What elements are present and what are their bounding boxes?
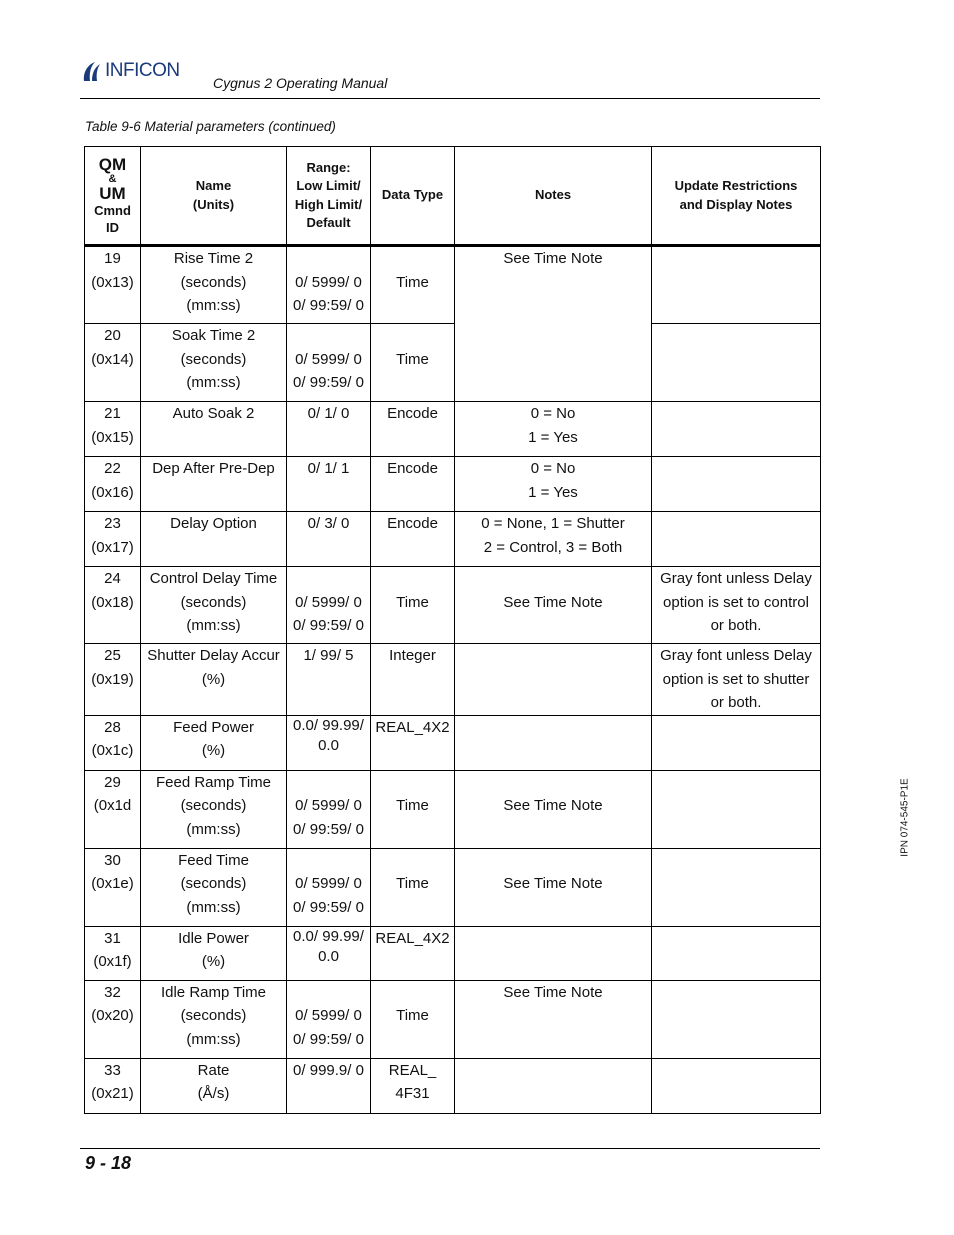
restrictions-cell <box>652 715 821 770</box>
notes-cell-line <box>455 849 651 873</box>
range-cell-line: 0/ 5999/ 0 <box>295 273 362 291</box>
data-type-cell-line <box>371 849 454 873</box>
cmnd-id: 28 <box>104 718 121 736</box>
name-cell <box>141 980 287 1058</box>
document-id: IPN 074-545-P1E <box>899 778 911 857</box>
restrictions-cell <box>652 980 821 1058</box>
range-cell <box>287 926 371 980</box>
cmnd-id: 24 <box>104 570 121 587</box>
table-row <box>85 1058 821 1113</box>
notes-cell-line: 1 = Yes <box>528 483 578 501</box>
range-cell <box>287 644 371 716</box>
restrictions-cell <box>652 402 821 457</box>
data-type-cell <box>371 848 455 926</box>
data-type-cell-line <box>371 567 454 591</box>
manual-title: Cygnus 2 Operating Manual <box>213 75 388 91</box>
cmnd-id-cell <box>85 848 141 926</box>
range-cell <box>287 848 371 926</box>
data-type-cell <box>371 567 455 644</box>
data-type-cell-line: REAL_ <box>388 1061 437 1079</box>
name-cell-line: (mm:ss) <box>186 297 241 314</box>
restrictions-cell-line: option is set to shutter <box>662 670 810 688</box>
data-type-cell-line <box>371 771 454 795</box>
data-type-cell <box>371 246 455 324</box>
notes-cell <box>455 512 652 567</box>
restrictions-cell <box>652 324 821 402</box>
cmnd-id-cell <box>85 644 141 716</box>
name-cell-line: (%) <box>201 670 226 688</box>
notes-cell-line: See Time Note <box>503 593 603 611</box>
data-type-cell <box>371 980 455 1058</box>
notes-cell-merged <box>455 246 652 402</box>
data-type-cell <box>371 457 455 512</box>
name-cell-line: (seconds) <box>180 593 247 611</box>
range-cell-line: 0/ 99:59/ 0 <box>293 1030 364 1048</box>
data-type-cell-line: Encode <box>387 460 438 477</box>
name-cell-line: Auto Soak 2 <box>172 405 255 422</box>
name-cell-line: (Å/s) <box>197 1085 230 1102</box>
name-cell-line: Delay Option <box>170 515 257 532</box>
cmnd-id: 33 <box>104 1061 121 1079</box>
range-cell <box>287 246 371 324</box>
notes-cell <box>455 402 652 457</box>
cmnd-id: 32 <box>104 983 121 1001</box>
notes-cell <box>455 848 652 926</box>
name-cell-line: Rate <box>197 1061 230 1079</box>
range-cell-line: 0/ 99:59/ 0 <box>293 374 364 391</box>
cmnd-id-cell <box>85 770 141 848</box>
restrictions-cell <box>652 512 821 567</box>
name-cell <box>141 246 287 324</box>
cmnd-hex: (0x21) <box>91 1085 134 1102</box>
range-cell-line: 0.0/ 99.99/ <box>293 716 364 734</box>
header-name: Name (Units) <box>141 147 287 246</box>
logo-text: INFICON <box>105 60 180 81</box>
range-cell-line: 0/ 5999/ 0 <box>295 593 362 611</box>
table-row <box>85 980 821 1058</box>
name-cell-line: Feed Power <box>173 718 254 736</box>
restrictions-cell <box>652 848 821 926</box>
name-cell-line: (seconds) <box>180 350 247 368</box>
notes-cell <box>455 715 652 770</box>
range-cell-line: 0/ 3/ 0 <box>307 515 350 532</box>
data-type-cell <box>371 512 455 567</box>
restrictions-cell <box>652 457 821 512</box>
name-cell-line: (seconds) <box>180 1007 247 1024</box>
notes-cell-line: See Time Note <box>503 797 603 814</box>
data-type-cell-line: Time <box>396 593 429 611</box>
range-cell <box>287 512 371 567</box>
notes-cell <box>455 1058 652 1113</box>
cmnd-hex: (0x17) <box>91 538 134 556</box>
restrictions-cell <box>652 926 821 980</box>
range-cell-line: 0/ 5999/ 0 <box>295 875 362 892</box>
range-cell-line <box>287 247 370 271</box>
range-cell-line <box>287 849 370 873</box>
range-cell-line: 0/ 5999/ 0 <box>295 350 362 368</box>
data-type-cell-line: 4F31 <box>395 1085 430 1102</box>
data-type-cell-line <box>371 324 454 348</box>
restrictions-cell-line: Gray font unless Delay <box>660 647 812 664</box>
name-cell-line: Idle Power <box>178 929 249 947</box>
range-cell <box>287 980 371 1058</box>
data-type-cell-line: REAL_4X2 <box>375 718 450 736</box>
inficon-logo-mark <box>81 59 103 83</box>
cmnd-id: 19 <box>104 250 121 267</box>
name-cell <box>141 644 287 716</box>
name-cell <box>141 324 287 402</box>
cmnd-id-cell <box>85 402 141 457</box>
name-cell-line: (mm:ss) <box>186 898 241 916</box>
data-type-cell-line: Time <box>396 875 429 892</box>
notes-cell <box>455 980 652 1058</box>
table-row <box>85 512 821 567</box>
material-parameters-table <box>84 146 821 1114</box>
range-cell-line: 0/ 1/ 1 <box>307 460 350 477</box>
restrictions-cell <box>652 246 821 324</box>
range-cell-line: 0/ 99:59/ 0 <box>293 617 364 634</box>
restrictions-cell-line: Gray font unless Delay <box>660 570 812 587</box>
cmnd-hex: (0x1f) <box>93 953 132 970</box>
name-cell <box>141 926 287 980</box>
restrictions-cell-line: option is set to control <box>663 593 809 611</box>
range-cell <box>287 567 371 644</box>
name-cell <box>141 402 287 457</box>
range-cell <box>287 457 371 512</box>
data-type-cell-line: REAL_4X2 <box>375 929 450 947</box>
table-row <box>85 246 821 324</box>
header-restrictions: Update Restrictions and Display Notes <box>652 147 821 246</box>
table-row <box>85 402 821 457</box>
data-type-cell-line: Encode <box>387 405 438 422</box>
cmnd-id: 21 <box>104 405 121 422</box>
table-row <box>85 324 821 402</box>
data-type-cell <box>371 324 455 402</box>
name-cell-line: Soak Time 2 <box>171 327 256 344</box>
table-body <box>85 246 821 1114</box>
range-cell-line: 0.0 <box>318 948 339 965</box>
notes-cell-line: See Time Note <box>503 875 603 892</box>
name-cell <box>141 848 287 926</box>
name-cell-line: Rise Time 2 <box>173 250 254 267</box>
data-type-cell-line <box>371 247 454 271</box>
name-cell-line: Idle Ramp Time <box>160 983 267 1001</box>
restrictions-cell <box>652 770 821 848</box>
page-number: 9 - 18 <box>85 1153 132 1173</box>
cmnd-id: 23 <box>104 515 121 532</box>
table-row <box>85 770 821 848</box>
range-cell <box>287 402 371 457</box>
cmnd-hex: (0x16) <box>91 483 134 501</box>
name-cell <box>141 512 287 567</box>
name-cell-line: (mm:ss) <box>186 374 241 391</box>
table-header-row <box>85 147 821 246</box>
header-cmnd-id: QM & UM Cmnd ID <box>85 147 141 246</box>
notes-cell-line: 0 = No <box>530 405 576 422</box>
cmnd-hex: (0x19) <box>91 670 134 688</box>
cmnd-hex: (0x18) <box>91 593 134 611</box>
table-caption: Table 9-6 Material parameters (continued) <box>85 119 336 134</box>
range-cell <box>287 324 371 402</box>
notes-cell-line: 0 = None, 1 = Shutter <box>481 515 625 532</box>
notes-cell-line: 2 = Control, 3 = Both <box>483 538 623 556</box>
cmnd-hex: (0x13) <box>91 273 134 291</box>
data-type-cell <box>371 1058 455 1113</box>
notes-cell <box>455 457 652 512</box>
range-cell-line: 1/ 99/ 5 <box>303 647 354 664</box>
notes-cell <box>455 644 652 716</box>
data-type-cell-line: Time <box>396 273 429 291</box>
cmnd-hex: (0x15) <box>91 428 134 446</box>
table-row <box>85 926 821 980</box>
footer-rule <box>80 1148 820 1149</box>
name-cell-line: (seconds) <box>180 875 247 892</box>
header-range: Range: Low Limit/ High Limit/ Default <box>287 147 371 246</box>
name-cell <box>141 457 287 512</box>
header-notes: Notes <box>455 147 652 246</box>
notes-cell-line: 0 = No <box>530 460 576 477</box>
cmnd-id-cell <box>85 715 141 770</box>
name-cell-line: (mm:ss) <box>186 820 241 838</box>
table-row <box>85 457 821 512</box>
range-cell-line: 0/ 99:59/ 0 <box>293 898 364 916</box>
name-cell <box>141 1058 287 1113</box>
notes-cell <box>455 770 652 848</box>
data-type-cell-line <box>371 981 454 1005</box>
range-cell-line: 0/ 1/ 0 <box>307 405 350 422</box>
range-cell-line <box>287 981 370 1005</box>
name-cell-line: Shutter Delay Accur <box>147 647 280 664</box>
data-type-cell-line: Time <box>396 350 429 368</box>
notes-line: See Time Note <box>503 250 603 267</box>
notes-cell-line: 1 = Yes <box>528 428 578 446</box>
cmnd-id-cell <box>85 512 141 567</box>
cmnd-id-cell <box>85 246 141 324</box>
name-cell-line: (mm:ss) <box>186 617 241 634</box>
restrictions-cell <box>652 567 821 644</box>
cmnd-hex: (0x20) <box>91 1007 134 1024</box>
cmnd-id-cell <box>85 324 141 402</box>
data-type-cell <box>371 644 455 716</box>
name-cell-line: Feed Time <box>178 851 249 869</box>
data-type-cell <box>371 926 455 980</box>
table-row <box>85 567 821 644</box>
cmnd-id: 31 <box>104 929 121 947</box>
notes-cell-line: See Time Note <box>503 983 603 1001</box>
cmnd-id-cell <box>85 457 141 512</box>
cmnd-id: 22 <box>104 460 121 477</box>
cmnd-hex: (0x1c) <box>91 742 134 759</box>
range-cell <box>287 1058 371 1113</box>
name-cell-line: (mm:ss) <box>186 1030 241 1048</box>
restrictions-cell <box>652 1058 821 1113</box>
notes-cell <box>455 926 652 980</box>
name-cell-line: Dep After Pre-Dep <box>152 460 275 477</box>
range-cell-line: 0/ 5999/ 0 <box>295 797 362 814</box>
range-cell-line <box>287 324 370 348</box>
header-data-type: Data Type <box>371 147 455 246</box>
name-cell-line: (seconds) <box>180 797 247 814</box>
cmnd-id: 25 <box>104 647 121 664</box>
table-row <box>85 848 821 926</box>
data-type-cell-line: Time <box>396 1007 429 1024</box>
cmnd-hex: (0x14) <box>91 350 134 368</box>
table-row <box>85 644 821 716</box>
name-cell <box>141 770 287 848</box>
range-cell-line: 0/ 5999/ 0 <box>295 1007 362 1024</box>
cmnd-id-cell <box>85 980 141 1058</box>
name-cell-line: (%) <box>201 742 226 759</box>
cmnd-id: 20 <box>104 327 121 344</box>
cmnd-hex: (0x1e) <box>91 875 134 892</box>
name-cell-line: Feed Ramp Time <box>155 773 272 791</box>
cmnd-id-cell <box>85 1058 141 1113</box>
notes-cell-line <box>455 567 651 591</box>
range-cell-line: 0.0 <box>318 737 339 754</box>
data-type-cell <box>371 770 455 848</box>
restrictions-cell-line: or both. <box>710 617 762 634</box>
cmnd-id-cell <box>85 567 141 644</box>
range-cell-line: 0.0/ 99.99/ <box>293 927 364 945</box>
range-cell-line <box>287 771 370 795</box>
name-cell-line: (seconds) <box>180 273 247 291</box>
notes-cell <box>455 567 652 644</box>
name-cell <box>141 715 287 770</box>
range-cell <box>287 770 371 848</box>
data-type-cell <box>371 402 455 457</box>
restrictions-cell <box>652 644 821 716</box>
restrictions-cell-line: or both. <box>710 694 762 711</box>
range-cell-line <box>287 567 370 591</box>
notes-cell-line <box>455 771 651 795</box>
cmnd-id: 30 <box>104 851 121 869</box>
data-type-cell-line: Integer <box>389 647 436 664</box>
range-cell <box>287 715 371 770</box>
data-type-cell-line: Time <box>396 797 429 814</box>
range-cell-line: 0/ 99:59/ 0 <box>293 820 364 838</box>
range-cell-line: 0/ 999.9/ 0 <box>293 1061 364 1079</box>
header-rule <box>80 98 820 99</box>
name-cell-line: (%) <box>201 953 226 970</box>
data-type-cell-line: Encode <box>387 515 438 532</box>
table-row <box>85 715 821 770</box>
inficon-logo <box>81 58 180 84</box>
cmnd-hex: (0x1d <box>93 797 132 814</box>
range-cell-line: 0/ 99:59/ 0 <box>293 297 364 314</box>
name-cell-line: Control Delay Time <box>149 570 278 587</box>
cmnd-id-cell <box>85 926 141 980</box>
cmnd-id: 29 <box>104 773 121 791</box>
name-cell <box>141 567 287 644</box>
data-type-cell <box>371 715 455 770</box>
